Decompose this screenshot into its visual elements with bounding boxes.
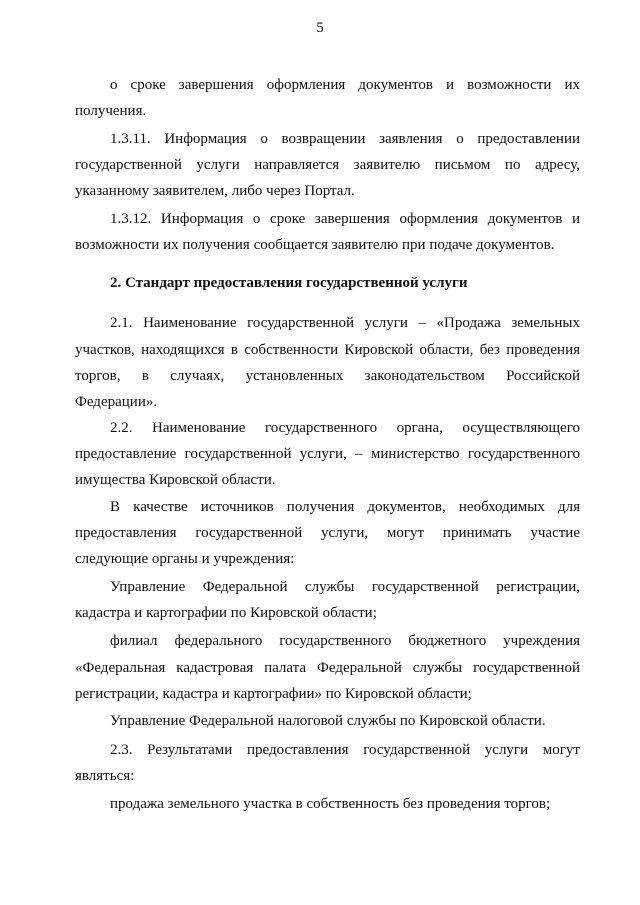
text-line: указанному заявителем, либо через Портал. [75,183,355,199]
text-line: участков, находящихся в собственности Кировской области, без проведения [75,342,580,358]
text-line: регистрации, кадастра и картографии» по Кировской области; [75,686,472,702]
text-line: получения. [75,103,147,119]
text-line: филиал федерального государственного бюджетного учреждения [110,633,580,649]
text-line: 2.1. Наименование государственной услуги – «Продажа земельных [110,315,580,331]
text-line: Управление Федеральной налоговой службы по Кировской области. [110,713,546,729]
text-line: о сроке завершения оформления документов и возможности их [110,77,580,93]
text-line: торгов, в случаях, установленных законодательством Российской [75,368,580,384]
text-line: кадастра и картографии по Кировской области; [75,605,377,621]
text-line: 1.3.11. Информация о возвращении заявления о предоставлении [110,131,580,147]
text-line: имущества Кировской области. [75,472,276,488]
page-number: 5 [316,20,324,36]
text-line: следующие органы и учреждения: [75,551,295,567]
text-line: 2.3. Результатами предоставления государственной услуги могут [110,742,580,758]
text-line: Федерации». [75,394,158,410]
text-line: 2.2. Наименование государственного органа, осуществляющего [110,420,580,436]
text-line: являться: [75,768,135,784]
text-line: предоставления государственной услуги, могут принимать участие [75,525,580,541]
text-line: предоставление государственной услуги, – министерство государственного [75,446,580,462]
text-line: продажа земельного участка в собственность без проведения торгов; [110,796,551,812]
text-line: возможности их получения сообщается заявителю при подаче документов. [75,237,555,253]
text-line: В качестве источников получения документов, необходимых для [110,499,580,515]
text-line: государственной услуги направляется заявителю письмом по адресу, [75,157,580,173]
section-heading: 2. Стандарт предоставления государственной услуги [110,275,468,291]
text-line: 1.3.12. Информация о сроке завершения оформления документов и [110,211,580,227]
text-line: Управление Федеральной службы государственной регистрации, [110,579,580,595]
text-line: «Федеральная кадастровая палата Федеральной службы государственной [75,660,580,676]
